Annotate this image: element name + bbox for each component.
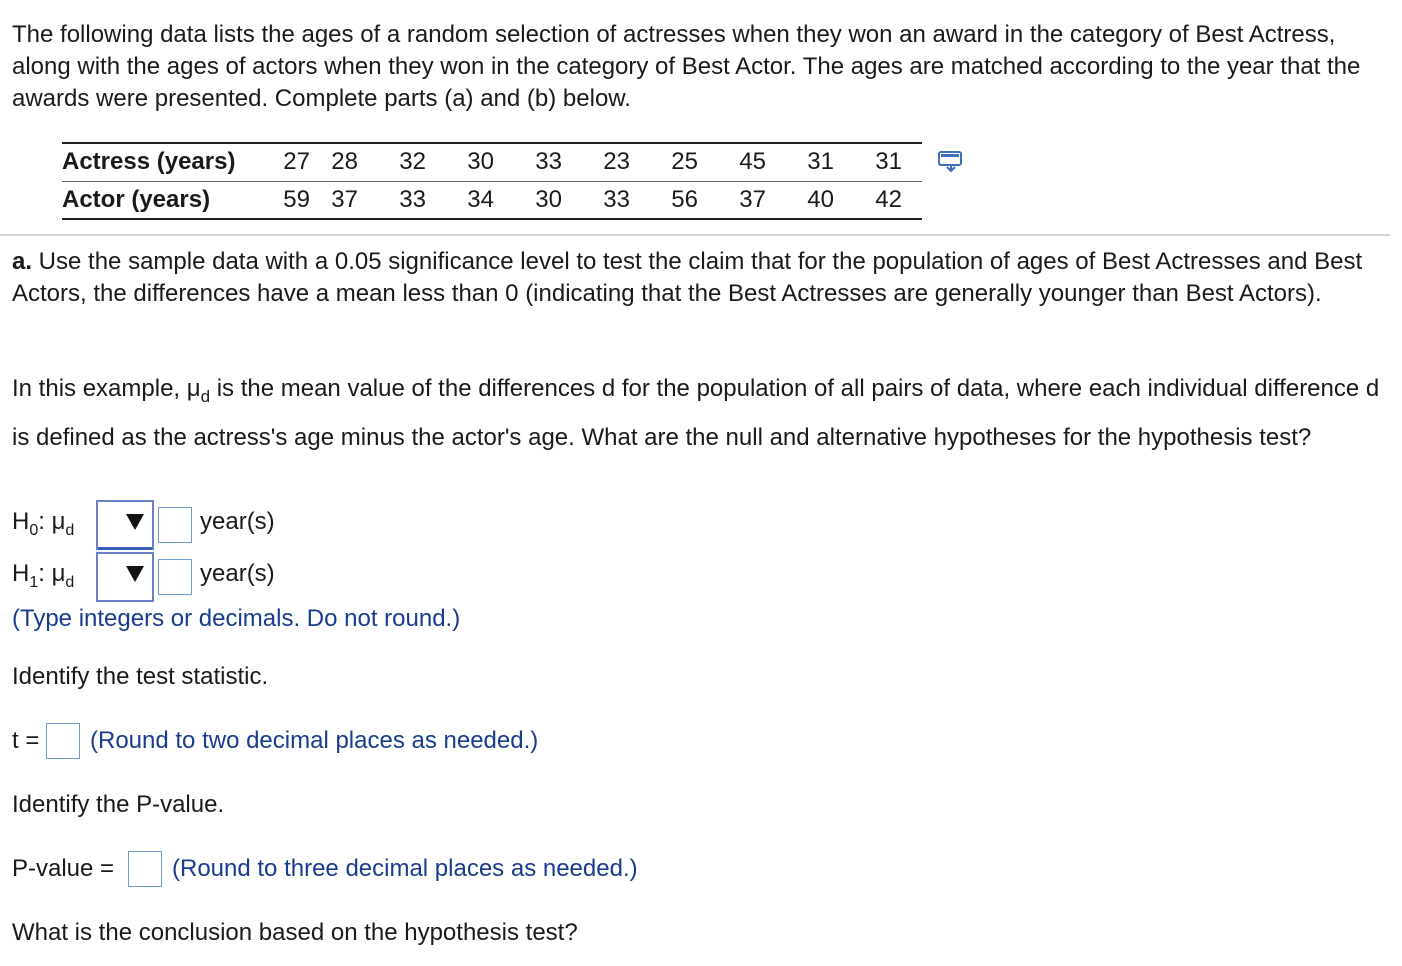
mu-symbol: μ (186, 375, 201, 402)
table-cell: 31 (854, 143, 922, 181)
table-row-actress (62, 143, 922, 181)
example-after: is the mean value of the differences d for the population of all pairs of data, where each individual difference d is defined as the actress's age minus the actor's age. What are the null and alternative hypotheses for the hypothesis test? (12, 375, 1380, 451)
hypotheses-hint: (Type integers or decimals. Do not round.) (12, 605, 461, 632)
p-value-hint: (Round to three decimal places as needed.) (172, 855, 638, 882)
part-a-body: Use the sample data with a 0.05 significance level to test the claim that for the population of ages of Best Actresses and Best Actors, the differences have a mean less than 0 (indicating that the Best Actresses are generally younger than Best Actors). (12, 248, 1363, 307)
row-label: Actor (years) (62, 181, 270, 219)
h1-mu-sub: d (65, 574, 75, 591)
t-hint: (Round to two decimal places as needed.) (90, 727, 539, 754)
h0-colon: : (38, 508, 52, 535)
copy-data-icon[interactable] (937, 149, 965, 173)
h1-label (12, 560, 74, 592)
h0-value-input[interactable] (158, 507, 192, 543)
table-cell: 32 (378, 143, 446, 181)
row-label: Actress (years) (62, 143, 270, 181)
data-table (62, 142, 922, 220)
h1-value-input[interactable] (158, 559, 192, 595)
dropdown-arrow-icon (126, 514, 144, 530)
p-value-input[interactable] (128, 851, 162, 887)
table-cell: 37 (718, 181, 786, 219)
table-cell: 40 (786, 181, 854, 219)
table-cell: 28 (310, 143, 378, 181)
table-cell: 37 (310, 181, 378, 219)
t-label: t = (12, 727, 40, 754)
question-intro: The following data lists the ages of a random selection of actresses when they won an award in the category of Best Actress, along with the ages of actors when they won in the category of Best Actor. The ages are matched according to the year that the awards were presented. Complete parts (a) and (b) below. (12, 21, 1361, 112)
test-statistic-prompt: Identify the test statistic. (12, 663, 269, 690)
h0-operator-select[interactable] (96, 500, 154, 550)
h0-H: H (12, 508, 30, 535)
h1-sub: 1 (29, 574, 39, 591)
h1-unit: year(s) (200, 560, 275, 587)
table-cell: 25 (650, 143, 718, 181)
h0-label (12, 508, 74, 540)
h0-mu-sub: d (65, 522, 75, 539)
h0-mu: μ (51, 508, 66, 535)
h1-operator-select[interactable] (96, 552, 154, 602)
table-cell: 59 (270, 181, 310, 219)
table-cell: 33 (582, 181, 650, 219)
h1-mu: μ (51, 560, 66, 587)
p-value-prompt: Identify the P-value. (12, 791, 225, 818)
t-value-input[interactable] (46, 723, 80, 759)
conclusion-prompt: What is the conclusion based on the hypothesis test? (12, 919, 578, 946)
table-cell: 45 (718, 143, 786, 181)
part-a-prefix: a. (12, 248, 33, 275)
example-text (12, 368, 1392, 458)
h0-sub: 0 (29, 522, 39, 539)
table-cell: 30 (514, 181, 582, 219)
select-underline (98, 547, 152, 550)
table-cell: 27 (270, 143, 310, 181)
dropdown-arrow-icon (126, 566, 144, 582)
h1-colon: : (38, 560, 52, 587)
mu-subscript: d (200, 386, 211, 406)
example-before: In this example, (12, 375, 187, 402)
table-cell: 30 (446, 143, 514, 181)
table-cell: 56 (650, 181, 718, 219)
table-cell: 33 (514, 143, 582, 181)
table-row-actor (62, 181, 922, 219)
table-cell: 34 (446, 181, 514, 219)
table-cell: 33 (378, 181, 446, 219)
h1-H: H (12, 560, 30, 587)
table-cell: 42 (854, 181, 922, 219)
part-a-text (12, 246, 1392, 310)
h0-unit: year(s) (200, 508, 275, 535)
p-value-label: P-value = (12, 855, 115, 882)
section-divider (0, 234, 1390, 236)
table-cell: 23 (582, 143, 650, 181)
table-cell: 31 (786, 143, 854, 181)
